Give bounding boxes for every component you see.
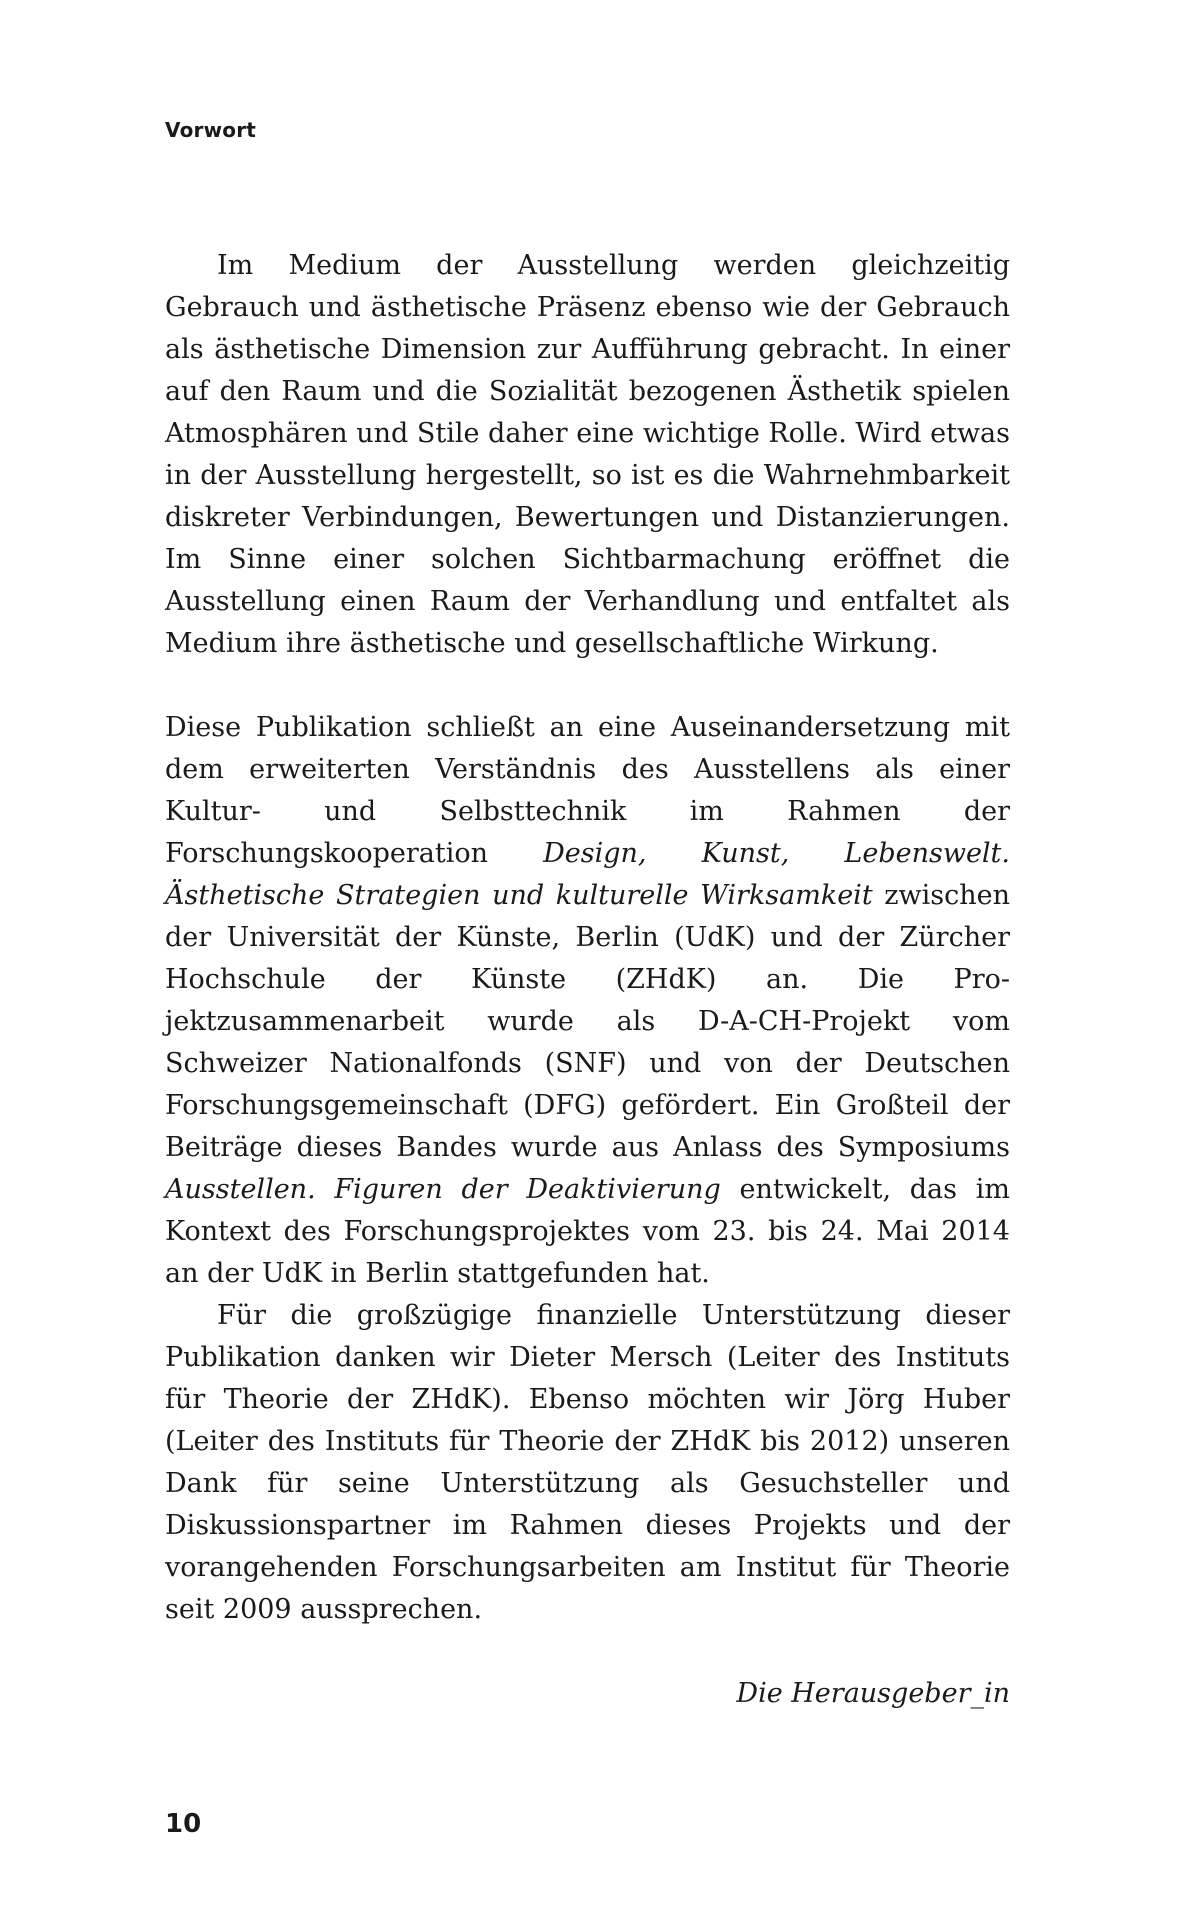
symposium-title: Ausstellen. Figuren der Deaktivierung: [165, 1174, 721, 1205]
paragraph-2-text-b: zwischen der Universität der Künste, Berlin (UdK) und der Zürcher Hochschule der Künste (ZHdK) an. Die Projektzusammenarbeit wurde als D-A-CH-Projekt vom Schweizer Nationalfonds (SNF) und von der Deutschen Forschungsgemeinschaft (DFG) gefördert. Ein Großteil der Beiträge dieses Bandes wurde aus Anlass des Symposiums: [165, 880, 1010, 1163]
paragraph-3: Für die großzügige finanzielle Unterstützung dieser Publikation danken wir Dieter Mersch (Leiter des Instituts für Theorie der ZHdK). Ebenso möchten wir Jörg Huber (Leiter des Instituts für Theorie der ZHdK bis 2012) unseren Dank für seine Unterstützung als Gesuchsteller und Diskussionspartner im Rahmen dieses Projekts und der vorangehenden Forschungsarbeiten am Institut für Theorie seit 2009 aussprechen.: [165, 1300, 1010, 1625]
running-head: Vorwort: [165, 118, 257, 142]
paragraph-2-text-c: entwickelt, das im Kontext des Forschungsprojektes vom 23. bis 24. Mai 2014 an der UdK in Berlin stattgefunden hat.: [165, 1174, 1010, 1289]
signature: Die Herausgeber_in: [736, 1678, 1010, 1709]
project-title: Design, Kunst, Lebenswelt. Ästhetische Strategien und kulturelle Wirksamkeit: [165, 838, 1010, 911]
page-number: 10: [165, 1809, 202, 1839]
body-text: [165, 245, 1010, 1715]
paragraph-2-text-a: Diese Publikation schließt an eine Auseinandersetzung mit dem erweiterten Verständnis des Ausstellens als einer Kultur- und Selbsttechnik im Rahmen der Forschungskooperation: [165, 712, 1010, 869]
paragraph-1: Im Medium der Ausstellung werden gleichzeitig Gebrauch und ästhetische Präsenz ebenso wie der Gebrauch als ästhetische Dimension zur Aufführung gebracht. In einer auf den Raum und die Sozialität bezogenen Ästhetik spielen Atmosphären und Stile daher eine wichtige Rolle. Wird etwas in der Ausstellung hergestellt, so ist es die Wahrnehmbarkeit diskreter Verbindungen, Bewertungen und Distanzierungen. Im Sinne einer solchen Sichtbarmachung eröffnet die Ausstellung einen Raum der Verhandlung und entfaltet als Medium ihre ästhetische und gesellschaftliche Wirkung.: [165, 250, 1011, 659]
paragraph-2: [165, 707, 1010, 1295]
